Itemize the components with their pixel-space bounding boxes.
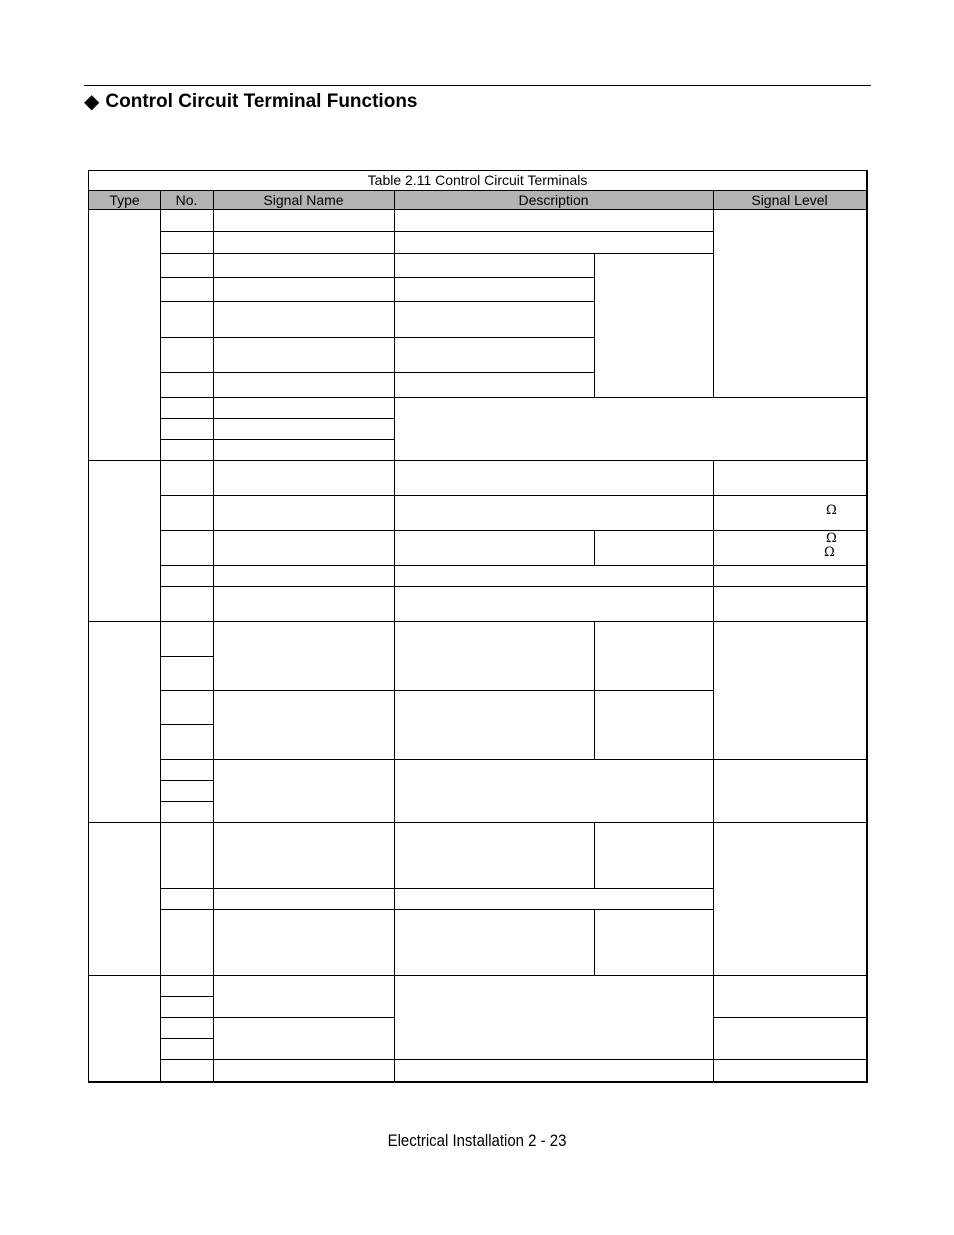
table-caption: Table 2.11 Control Circuit Terminals xyxy=(367,172,588,188)
row-divider xyxy=(160,439,394,440)
ohm-symbol: Ω xyxy=(826,531,837,546)
header-no: No. xyxy=(160,190,213,210)
header-type: Type xyxy=(89,190,160,210)
row-divider xyxy=(160,253,713,254)
group-divider xyxy=(88,822,867,823)
col-divider xyxy=(213,190,214,1081)
row-divider xyxy=(160,909,713,910)
sub-col-divider xyxy=(594,909,595,975)
col-divider xyxy=(394,190,395,1081)
ohm-symbol: Ω xyxy=(824,545,835,560)
sub-col-divider xyxy=(594,253,595,397)
row-divider xyxy=(160,724,213,725)
top-rule xyxy=(84,85,871,86)
diamond-icon: ◆ xyxy=(84,91,100,113)
row-divider xyxy=(160,586,867,587)
row-divider xyxy=(160,996,213,997)
row-divider xyxy=(160,277,594,278)
row-divider xyxy=(713,1017,867,1018)
page-footer: Electrical Installation 2 - 23 xyxy=(387,1131,567,1150)
row-divider xyxy=(160,759,867,760)
row-divider xyxy=(160,690,713,691)
row-divider xyxy=(160,1038,213,1039)
row-divider xyxy=(160,418,394,419)
row-divider xyxy=(160,397,867,398)
group-divider xyxy=(88,621,867,622)
row-divider xyxy=(160,888,713,889)
row-divider xyxy=(160,801,213,802)
col-divider xyxy=(160,190,161,1081)
row-divider xyxy=(160,1017,394,1018)
header-description: Description xyxy=(394,190,713,210)
row-divider xyxy=(160,495,867,496)
row-divider xyxy=(160,372,594,373)
row-divider xyxy=(160,780,213,781)
group-divider xyxy=(88,975,867,976)
row-divider xyxy=(160,231,713,232)
header-signal-name: Signal Name xyxy=(213,190,394,210)
section-title: Control Circuit Terminal Functions xyxy=(105,91,418,112)
col-divider xyxy=(713,460,714,1081)
row-divider xyxy=(160,1059,867,1060)
control-circuit-terminals-table xyxy=(88,170,867,1081)
row-divider xyxy=(160,337,594,338)
sub-col-divider xyxy=(594,822,595,888)
col-divider xyxy=(713,190,714,397)
row-divider xyxy=(160,301,594,302)
row-divider xyxy=(160,565,867,566)
table-frame xyxy=(88,170,868,1083)
ohm-symbol: Ω xyxy=(826,503,837,518)
sub-col-divider xyxy=(594,530,595,565)
header-signal-level: Signal Level xyxy=(713,190,866,210)
row-divider xyxy=(160,530,867,531)
section-heading xyxy=(84,89,418,115)
group-divider xyxy=(88,460,867,461)
row-divider xyxy=(160,656,213,657)
